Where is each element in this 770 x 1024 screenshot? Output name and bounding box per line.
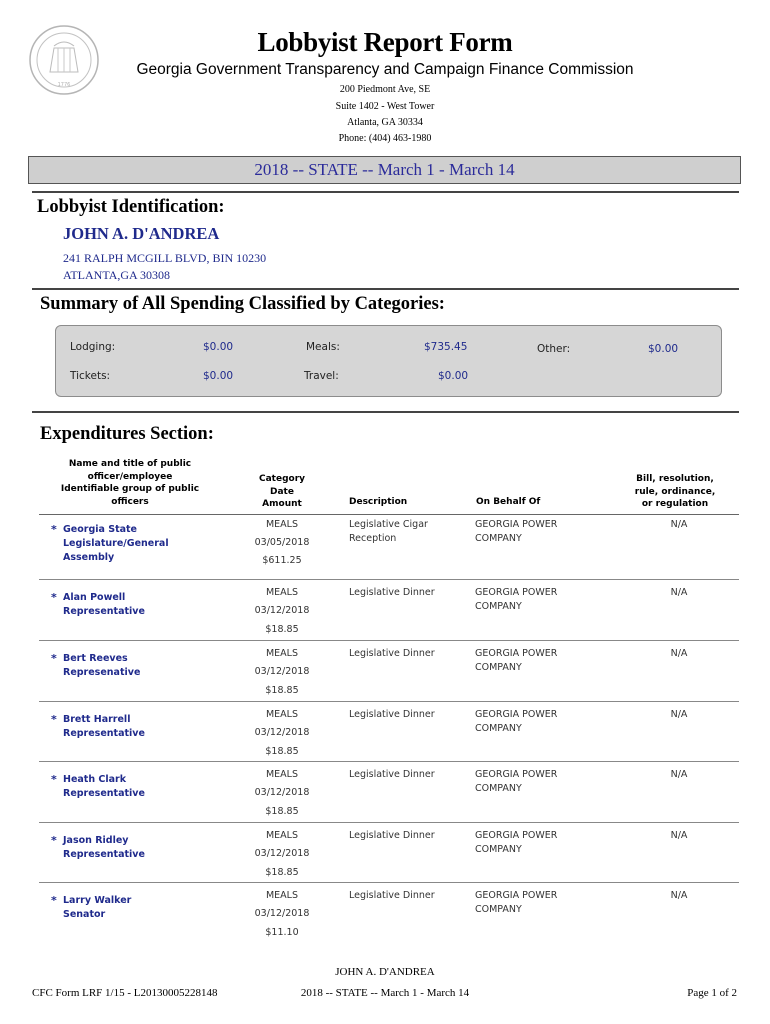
bill-resolution: N/A [670, 830, 688, 841]
official-line: Jason Ridley [63, 835, 129, 846]
behalf-line: COMPANY [475, 601, 522, 612]
column-header-behalf: On Behalf Of [476, 497, 541, 507]
meals-label: Meals: [306, 341, 340, 353]
on-behalf-of [475, 829, 585, 857]
on-behalf-of [475, 647, 585, 675]
amount: $18.85 [265, 685, 299, 696]
behalf-line: GEORGIA POWER [475, 890, 558, 901]
travel-label: Travel: [304, 370, 339, 382]
lobbyist-identification-heading: Lobbyist Identification: [37, 197, 225, 217]
lobbyist-name: JOHN A. D'ANDREA [63, 224, 220, 243]
behalf-line: COMPANY [475, 662, 522, 673]
header-line: Bill, resolution, [636, 474, 714, 484]
header-line: or regulation [641, 499, 709, 509]
category: MEALS [265, 519, 299, 530]
address-line-3: Atlanta, GA 30334 [347, 117, 423, 128]
table-row [39, 641, 739, 702]
bill-resolution: N/A [670, 648, 688, 659]
amount: $18.85 [265, 806, 299, 817]
behalf-line: GEORGIA POWER [475, 648, 558, 659]
page-title: Lobbyist Report Form [257, 27, 513, 57]
summary-heading: Summary of All Spending Classified by Categories: [40, 294, 445, 314]
header-line: officers [111, 496, 149, 507]
official-line: Senator [63, 909, 106, 920]
lodging-label: Lodging: [70, 341, 116, 353]
on-behalf-of [475, 768, 585, 796]
category: MEALS [265, 587, 299, 598]
official-name [63, 834, 183, 862]
page-number: Page 1 of 2 [687, 987, 737, 999]
on-behalf-of [475, 518, 585, 546]
row-marker: * [51, 591, 57, 604]
category: MEALS [265, 830, 299, 841]
description: Legislative Dinner [349, 709, 435, 720]
lobbyist-address-line-2: ATLANTA,GA 30308 [63, 268, 171, 282]
official-line: Represenative [63, 667, 141, 678]
amount: $11.10 [265, 927, 299, 938]
table-row [39, 762, 739, 823]
bill-resolution: N/A [670, 709, 688, 720]
report-period-banner: 2018 -- STATE -- March 1 - March 14 [28, 156, 741, 184]
date: 03/12/2018 [254, 666, 310, 677]
category: MEALS [265, 709, 299, 720]
behalf-line: GEORGIA POWER [475, 519, 558, 530]
expenditures-heading: Expenditures Section: [40, 424, 214, 444]
date: 03/12/2018 [254, 787, 310, 798]
behalf-line: GEORGIA POWER [475, 830, 558, 841]
behalf-line: GEORGIA POWER [475, 709, 558, 720]
row-marker: * [51, 773, 57, 786]
official-line: Legislature/General [63, 538, 169, 549]
svg-text:1776: 1776 [57, 82, 71, 88]
row-marker: * [51, 894, 57, 907]
commission-name: Georgia Government Transparency and Campaign Finance Commission [136, 61, 634, 78]
table-row [39, 702, 739, 762]
official-name [63, 894, 183, 922]
official-name [63, 652, 183, 680]
description: Legislative Dinner [349, 769, 435, 780]
tickets-label: Tickets: [70, 370, 111, 382]
column-header-official [55, 458, 205, 508]
behalf-line: GEORGIA POWER [475, 587, 558, 598]
column-header-category [244, 473, 320, 511]
row-marker: * [51, 652, 57, 665]
description-line: Reception [349, 533, 397, 544]
date: 03/12/2018 [254, 908, 310, 919]
category: MEALS [265, 890, 299, 901]
travel-value: $0.00 [438, 370, 469, 382]
official-line: Assembly [63, 552, 115, 563]
description-line: Legislative Cigar [349, 519, 428, 530]
amount: $611.25 [262, 555, 302, 566]
category: MEALS [265, 648, 299, 659]
row-marker: * [51, 713, 57, 726]
header-line: Amount [262, 499, 302, 509]
bill-resolution: N/A [670, 519, 688, 530]
other-label: Other: [537, 343, 571, 355]
official-line: Heath Clark [63, 774, 127, 785]
header-line: rule, ordinance, [634, 486, 716, 497]
description: Legislative Dinner [349, 890, 435, 901]
divider [32, 191, 739, 193]
footer-form-id: CFC Form LRF 1/15 - L20130005228148 [32, 987, 218, 999]
official-line: Brett Harrell [63, 714, 131, 725]
table-row [39, 580, 739, 641]
table-row [39, 823, 739, 883]
bill-resolution: N/A [670, 890, 688, 901]
bill-resolution: N/A [670, 587, 688, 598]
description: Legislative Dinner [349, 830, 435, 841]
behalf-line: COMPANY [475, 723, 522, 734]
on-behalf-of [475, 889, 585, 917]
on-behalf-of [475, 708, 585, 736]
description: Legislative Dinner [349, 648, 435, 659]
amount: $18.85 [265, 746, 299, 757]
official-name [63, 523, 183, 565]
official-name [63, 713, 183, 741]
official-name [63, 591, 183, 619]
header-line: Category [258, 474, 305, 484]
header-line: Identifiable group of public [60, 484, 200, 494]
lodging-value: $0.00 [203, 341, 234, 353]
divider [32, 411, 739, 413]
date: 03/12/2018 [254, 727, 310, 738]
official-line: Representative [63, 728, 145, 739]
row-marker: * [51, 523, 57, 536]
amount: $18.85 [265, 624, 299, 635]
address-line-2: Suite 1402 - West Tower [335, 101, 435, 112]
description [349, 518, 459, 546]
official-line: Representative [63, 849, 145, 860]
category: MEALS [265, 769, 299, 780]
header-line: Name and title of public [68, 459, 192, 469]
behalf-line: COMPANY [475, 844, 522, 855]
date: 03/12/2018 [254, 605, 310, 616]
on-behalf-of [475, 586, 585, 614]
row-marker: * [51, 834, 57, 847]
official-line: Georgia State [63, 524, 138, 535]
other-value: $0.00 [648, 343, 679, 355]
official-name [63, 773, 183, 801]
behalf-line: COMPANY [475, 783, 522, 794]
date: 03/12/2018 [254, 848, 310, 859]
address-line-1: 200 Piedmont Ave, SE [339, 84, 431, 95]
tickets-value: $0.00 [203, 370, 234, 382]
footer-period: 2018 -- STATE -- March 1 - March 14 [300, 987, 470, 999]
amount: $18.85 [265, 867, 299, 878]
phone-line: Phone: (404) 463-1980 [338, 133, 432, 144]
official-line: Representative [63, 606, 145, 617]
behalf-line: GEORGIA POWER [475, 769, 558, 780]
bill-resolution: N/A [670, 769, 688, 780]
spending-summary-box [55, 325, 722, 397]
lobbyist-address-line-1: 241 RALPH MCGILL BLVD, BIN 10230 [63, 251, 267, 265]
column-header-bill [625, 473, 725, 511]
official-line: Representative [63, 788, 145, 799]
meals-value: $735.45 [424, 341, 468, 353]
header-line: officer/employee [87, 471, 173, 482]
column-header-description: Description [349, 497, 408, 507]
official-line: Larry Walker [63, 895, 132, 906]
header-line: Date [270, 486, 294, 497]
table-row [39, 514, 739, 580]
table-row [39, 883, 739, 945]
divider [32, 288, 739, 290]
behalf-line: COMPANY [475, 533, 522, 544]
description: Legislative Dinner [349, 587, 435, 598]
footer-lobbyist-name: JOHN A. D'ANDREA [335, 966, 435, 978]
official-line: Bert Reeves [63, 653, 128, 664]
behalf-line: COMPANY [475, 904, 522, 915]
date: 03/05/2018 [254, 537, 310, 548]
official-line: Alan Powell [63, 592, 126, 603]
